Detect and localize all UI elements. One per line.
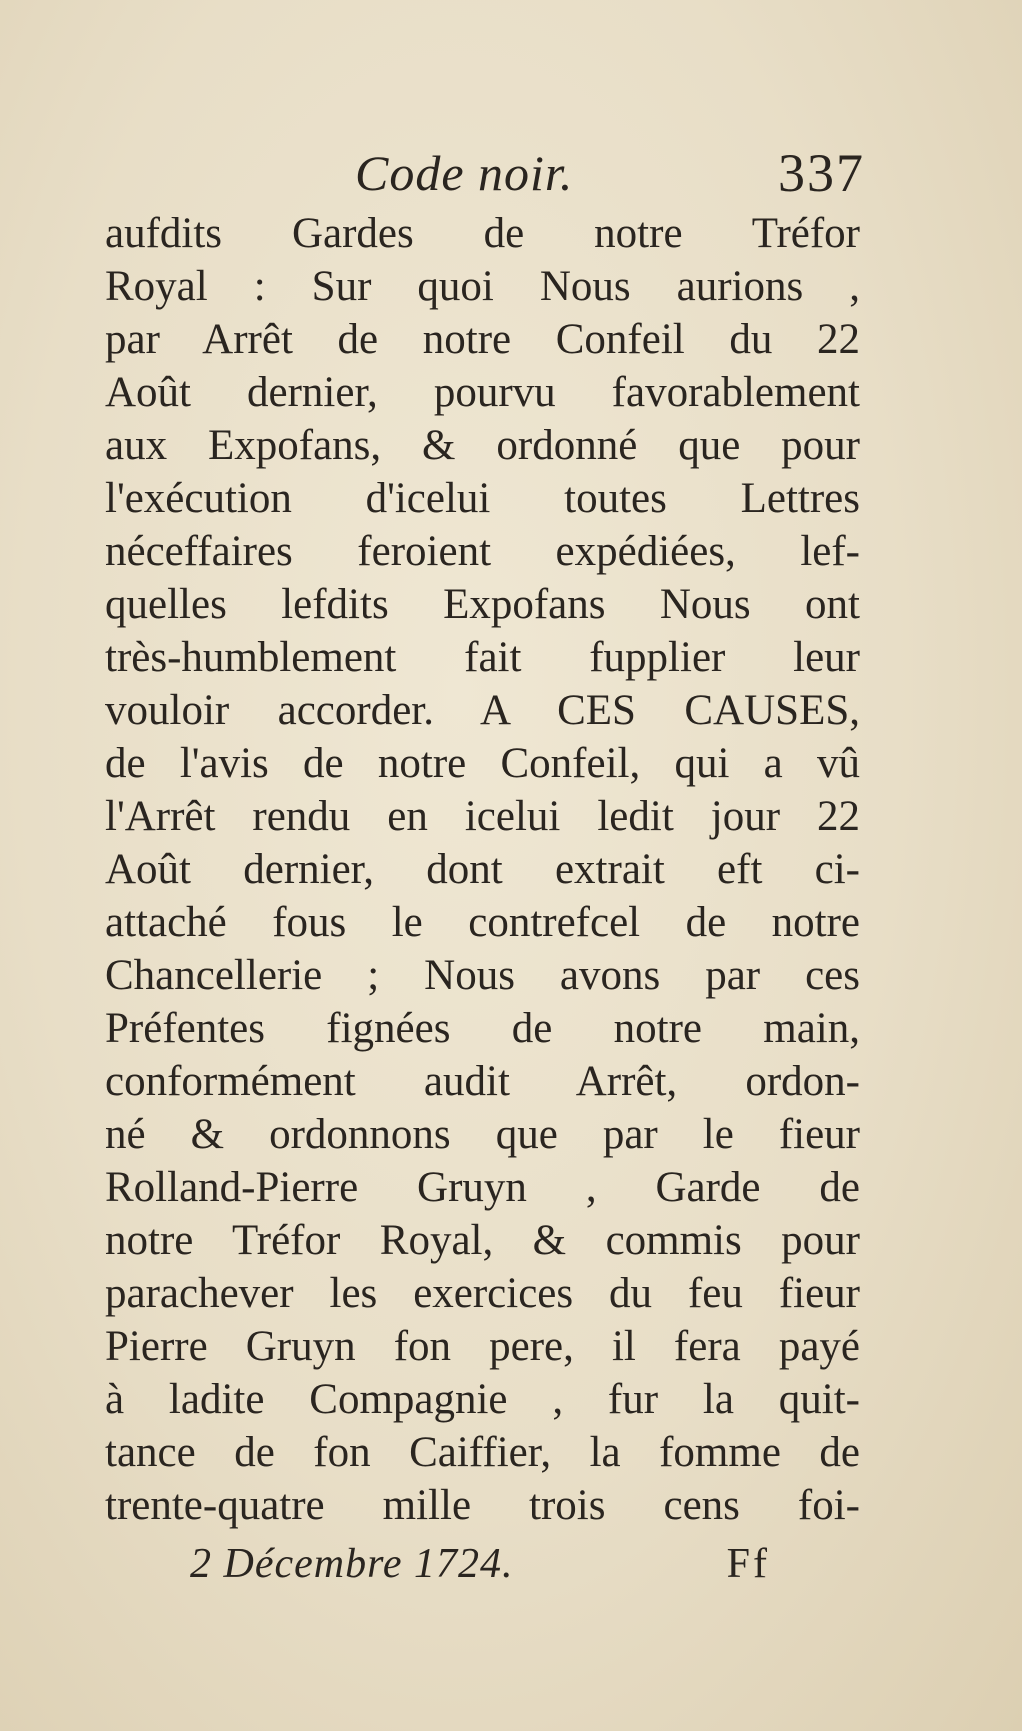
text-line: à ladite Compagnie , fur la quit- [105, 1376, 860, 1423]
text-line: de l'avis de notre Confeil, qui a vû [105, 740, 860, 787]
text-line: Chancellerie ; Nous avons par ces [105, 952, 860, 999]
text-line: Pierre Gruyn fon pere, il fera payé [105, 1323, 860, 1370]
catchword: Ff [726, 1541, 770, 1587]
text-line: conformément audit Arrêt, ordon- [105, 1058, 860, 1105]
text-line: Rolland-Pierre Gruyn , Garde de [105, 1164, 860, 1211]
text-line: notre Tréfor Royal, & commis pour [105, 1217, 860, 1264]
text-line: né & ordonnons que par le fieur [105, 1111, 860, 1158]
text-line: quelles lefdits Expofans Nous ont [105, 581, 860, 628]
signature-mark: 2 Décembre 1724. [190, 1541, 514, 1587]
text-line: Août dernier, dont extrait eft ci- [105, 846, 860, 893]
text-line: attaché fous le contrefcel de notre [105, 899, 860, 946]
page-header [105, 138, 865, 208]
text-line: l'exécution d'icelui toutes Lettres [105, 475, 860, 522]
text-line: Royal : Sur quoi Nous aurions , [105, 263, 860, 310]
body-text [105, 207, 860, 1532]
page-number: 337 [778, 143, 865, 203]
text-line: parachever les exercices du feu fieur [105, 1270, 860, 1317]
text-line: vouloir accorder. A CES CAUSES, [105, 687, 860, 734]
text-line: tance de fon Caiffier, la fomme de [105, 1429, 860, 1476]
text-line: Préfentes fignées de notre main, [105, 1005, 860, 1052]
text-line: l'Arrêt rendu en icelui ledit jour 22 [105, 793, 860, 840]
page-footer [190, 1534, 770, 1594]
text-line: Août dernier, pourvu favorablement [105, 369, 860, 416]
text-line: néceffaires feroient expédiées, lef- [105, 528, 860, 575]
text-line: aux Expofans, & ordonné que pour [105, 422, 860, 469]
text-line: aufdits Gardes de notre Tréfor [105, 210, 860, 257]
running-head: Code noir. [355, 145, 574, 201]
text-line: trente-quatre mille trois cens foi- [105, 1482, 860, 1529]
text-line: par Arrêt de notre Confeil du 22 [105, 316, 860, 363]
text-line: très-humblement fait fupplier leur [105, 634, 860, 681]
